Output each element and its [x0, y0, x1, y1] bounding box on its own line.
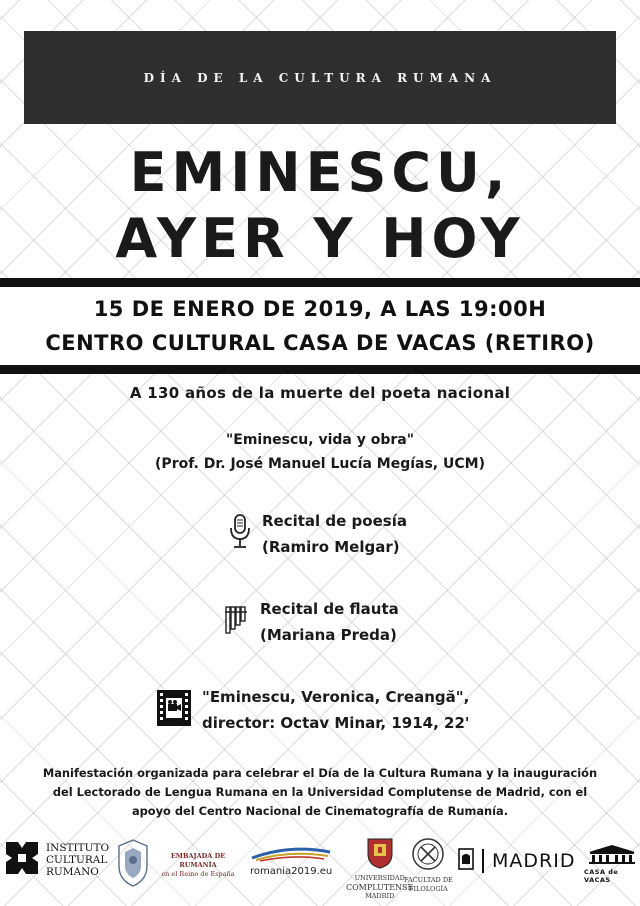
instituto-cultural-rumano-logo [6, 842, 109, 878]
flute-performer: (Mariana Preda) [260, 626, 397, 644]
event-venue: CENTRO CULTURAL CASA DE VACAS (RETIRO) [45, 331, 595, 355]
filologia-seal-icon [409, 838, 447, 876]
casa-de-vacas-logo [584, 844, 640, 884]
madrid-logo [458, 848, 575, 874]
ucm-line-2: COMPLUTENSE [346, 883, 414, 892]
sponsor-logos [0, 836, 640, 900]
film-screening-item [156, 684, 470, 736]
icr-line-1: INSTITUTO [46, 842, 110, 854]
poetry-performer: (Ramiro Melgar) [262, 538, 400, 556]
flute-title: Recital de flauta [260, 600, 399, 618]
romania2019-swoosh-icon [250, 846, 332, 866]
embassy-line-1: EMBAJADA DE RUMANÍA [170, 851, 226, 869]
filologia-line-1: FACULTAD DE [404, 876, 453, 884]
program-subtitle: A 130 años de la muerte del poeta nacional [129, 384, 511, 402]
event-date: 15 DE ENERO DE 2019, A LAS 19:00H [93, 297, 547, 321]
organizers-text [12, 764, 628, 821]
date-venue-band [0, 278, 640, 374]
embassy-line-2: en el Reino de España [161, 869, 235, 878]
film-title: "Eminescu, Veronica, Creangă", [202, 688, 470, 706]
talk-title: "Eminescu, vida y obra" [225, 432, 415, 448]
casa-building-icon [587, 844, 637, 868]
event-kicker: DÍA DE LA CULTURA RUMANA [143, 70, 497, 85]
coat-of-arms-icon [116, 838, 150, 892]
romania2019-logo [250, 846, 332, 877]
organizers-line-2: del Lectorado de Lengua Rumana en la Universidad Complutense de Madrid, con el [52, 785, 588, 799]
ucm-crest-icon [365, 836, 395, 874]
embassy-logo [116, 838, 240, 892]
organizers-line-1: Manifestación organizada para celebrar el Día de la Cultura Rumana y la inauguración [42, 766, 598, 780]
talk-speaker: (Prof. Dr. José Manuel Lucía Megías, UCM) [155, 456, 485, 472]
madrid-divider [482, 849, 484, 873]
poetry-title: Recital de poesía [262, 512, 407, 530]
poster-title-line1: EMINESCU, [129, 141, 511, 204]
microphone-icon [228, 513, 252, 555]
pan-flute-icon [224, 603, 250, 641]
film-strip-icon [156, 689, 192, 731]
casa-de-vacas-text: CASA de VACAS [584, 868, 619, 884]
ucm-line-1: UNIVERSIDAD [354, 874, 405, 882]
madrid-text: MADRID [492, 850, 576, 872]
filologia-line-2: FILOLOGÍA [408, 885, 448, 893]
poetry-recital-item [228, 508, 407, 560]
ucm-line-3: MADRID [365, 892, 395, 900]
madrid-bear-icon [458, 848, 474, 874]
film-details: director: Octav Minar, 1914, 22' [202, 714, 470, 732]
icr-line-2: CULTURAL [46, 854, 108, 866]
flute-recital-item [224, 596, 399, 648]
icr-emblem-icon [6, 842, 38, 878]
facultad-filologia-logo [404, 838, 453, 894]
romania2019-text: romania2019.eu [250, 866, 333, 877]
icr-line-3: RUMANO [46, 866, 99, 878]
poster-title-line2: AYER Y HOY [115, 207, 525, 270]
header-banner [24, 31, 616, 124]
organizers-line-3: apoyo del Centro Nacional de Cinematografía de Rumanía. [131, 804, 509, 818]
